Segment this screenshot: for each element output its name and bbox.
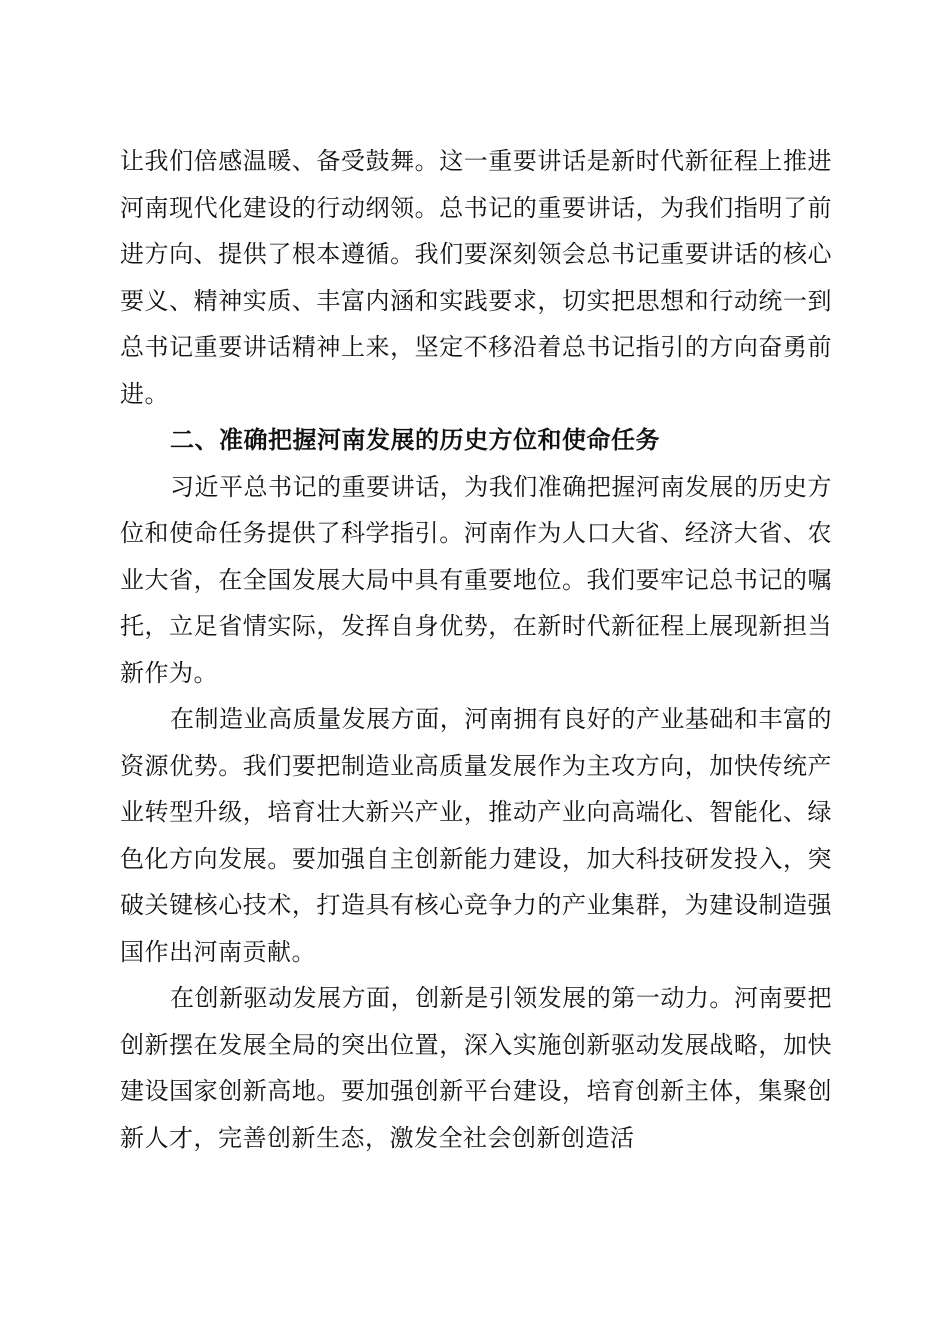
- document-body: [120, 138, 832, 1161]
- section-heading: 二、准确把握河南发展的历史方位和使命任务: [170, 426, 660, 454]
- paragraph-continuation: 让我们倍感温暖、备受鼓舞。这一重要讲话是新时代新征程上推进河南现代化建设的行动纲领。总书记的重要讲话，为我们指明了前进方向、提供了根本遵循。我们要深刻领会总书记重要讲话的核心要义、精神实质、丰富内涵和实践要求，切实把思想和行动统一到总书记重要讲话精神上来，坚定不移沿着总书记指引的方向奋勇前进。: [120, 147, 832, 408]
- paragraph-body: 习近平总书记的重要讲话，为我们准确把握河南发展的历史方位和使命任务提供了科学指引。河南作为人口大省、经济大省、农业大省，在全国发展大局中具有重要地位。我们要牢记总书记的嘱托，立足省情实际，发挥自身优势，在新时代新征程上展现新担当新作为。: [120, 472, 832, 687]
- paragraph-body: 在创新驱动发展方面，创新是引领发展的第一动力。河南要把创新摆在发展全局的突出位置，深入实施创新驱动发展战略，加快建设国家创新高地。要加强创新平台建设，培育创新主体，集聚创新人才，完善创新生态，激发全社会创新创造活: [120, 984, 832, 1152]
- paragraph-body: 在制造业高质量发展方面，河南拥有良好的产业基础和丰富的资源优势。我们要把制造业高质量发展作为主攻方向，加快传统产业转型升级，培育壮大新兴产业，推动产业向高端化、智能化、绿色化方向发展。要加强自主创新能力建设，加大科技研发投入，突破关键核心技术，打造具有核心竞争力的产业集群，为建设制造强国作出河南贡献。: [120, 705, 832, 966]
